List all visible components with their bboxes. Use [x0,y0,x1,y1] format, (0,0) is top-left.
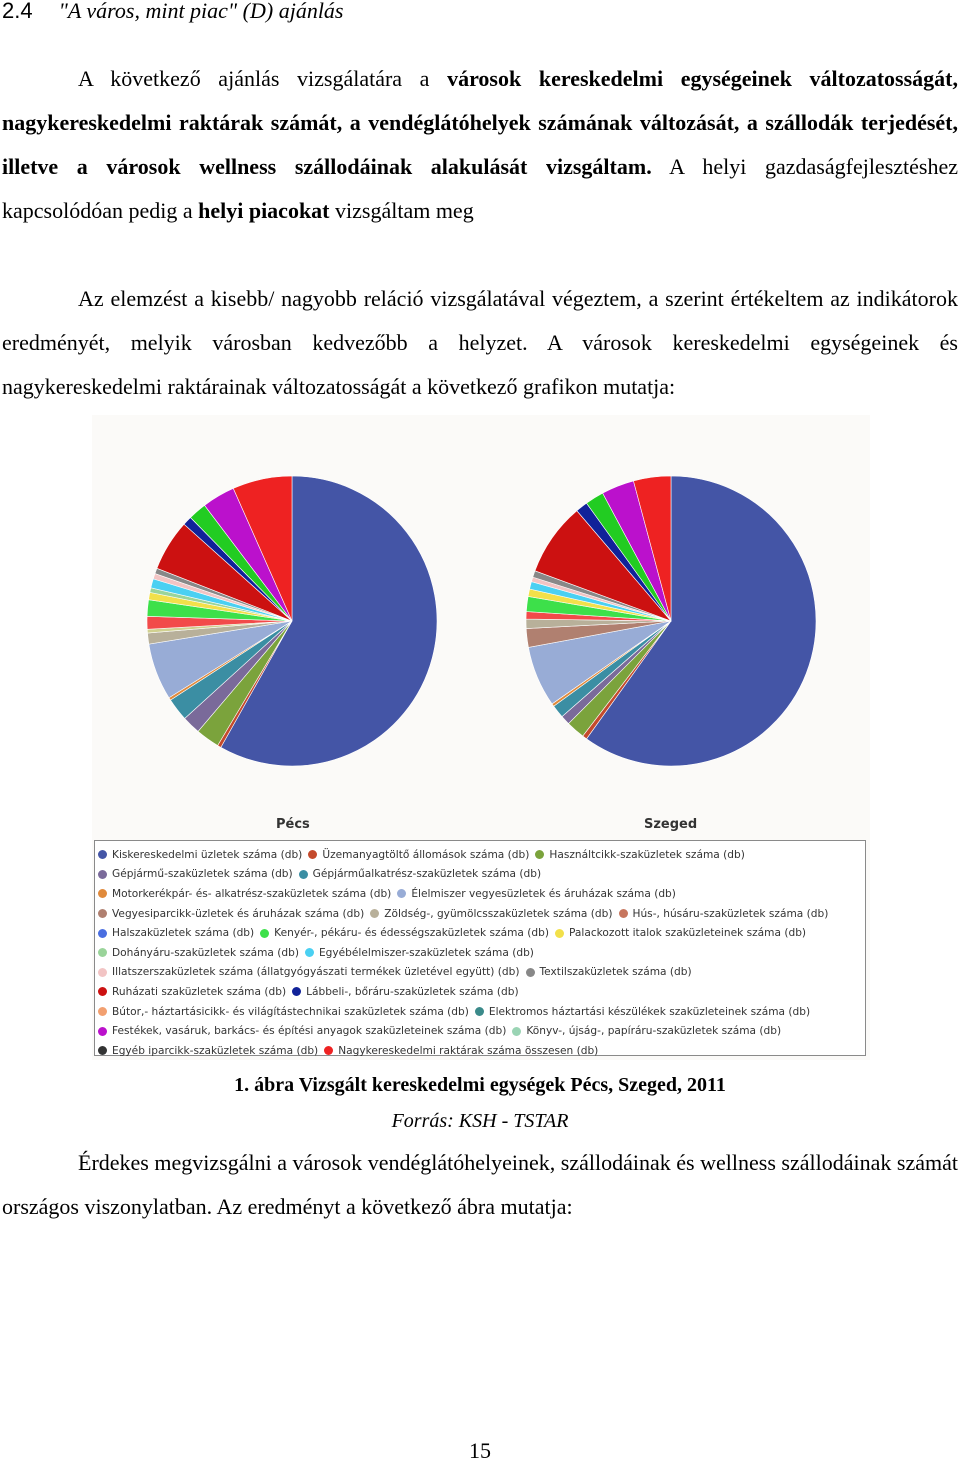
legend-row [98,845,865,865]
legend-swatch [98,889,107,898]
legend-label: Festékek, vasáruk, barkács- és építési anyagok szaküzleteinek száma (db) [112,1025,507,1038]
legend-item [555,927,806,939]
paragraph-2 [2,277,958,409]
legend-swatch [475,1007,484,1016]
legend-item [98,1025,506,1037]
page-number: 15 [469,1438,491,1463]
legend-swatch [98,909,107,918]
figure-source: Forrás: KSH - TSTAR [391,1110,569,1132]
legend-item [98,888,391,900]
section-heading [2,0,344,24]
legend-label: Hús-, húsáru-szaküzletek száma (db) [632,907,829,920]
legend-item [397,888,676,900]
legend-swatch [526,968,535,977]
legend-label: Kiskereskedelmi üzletek száma (db) [112,848,303,861]
paragraph-3-text: Érdekes megvizsgálni a városok vendéglátóhelyeinek, szállodáinak és wellness szállodáinak számát országos viszonylatban. Az eredményt a következő ábra mutatja: [2,1150,958,1219]
paragraph-2-text: Az elemzést a kisebb/ nagyobb reláció vizsgálatával végeztem, a szerint értékeltem az indikátorok eredményét, melyik városban kedvezőbb a helyzet. A városok kereskedelmi egységeinek és nagykereskedelmi raktárainak változatosságát a következő grafikon mutatja: [2,286,958,399]
paragraph-3 [2,1141,958,1229]
legend-row [98,943,865,963]
legend-item [98,1006,469,1018]
legend-swatch [535,850,544,859]
legend-label: Egyéb iparcikk-szaküzletek száma (db) [112,1044,319,1057]
legend-swatch [555,929,564,938]
legend-label: Bútor,- háztartásicikk- és világítástechnikai szaküzletek száma (db) [112,1005,469,1018]
legend-label: Elektromos háztartási készülékek szaküzleteinek száma (db) [488,1005,811,1018]
legend-swatch [98,1007,107,1016]
legend-label: Vegyesiparcikk-üzletek és áruházak száma (db) [112,907,365,920]
paragraph-1-text-a: A következő ajánlás vizsgálatára a [78,66,448,91]
legend-label: Gépjárműalkatrész-szaküzletek száma (db) [312,868,542,881]
legend-item [475,1006,810,1018]
legend-item [98,986,286,998]
figure-caption: 1. ábra Vizsgált kereskedelmi egységek Pécs, Szeged, 2011 [234,1074,726,1096]
legend-item [535,849,744,861]
legend-swatch [305,948,314,957]
legend-swatch [98,929,107,938]
pie-charts [92,415,870,840]
legend-swatch [324,1046,333,1055]
legend-label: Palackozott italok szaküzleteinek száma (db) [569,927,807,940]
paragraph-1-text-c: vizsgáltam meg [329,198,474,223]
legend-row [98,865,865,885]
legend-row [98,1002,865,1022]
legend-label: Nagykereskedelmi raktárak száma összesen (db) [338,1044,599,1057]
legend-swatch [292,987,301,996]
legend-item [98,927,254,939]
pie-label-pecs: Pécs [276,817,310,832]
legend-item [299,868,541,880]
legend-label: Gépjármű-szaküzletek száma (db) [112,868,293,881]
legend-item [260,927,549,939]
paragraph-1-bold-a: városok kereskedelmi egységeinek változatosságát, nagykereskedelmi raktárak számát, a vendéglátóhelyek számának változását, a szállodák terjedését, illetve a városok wellness szállodáinak alakulását vizsgáltam. [2,66,958,179]
legend-row [98,904,865,924]
legend-swatch [260,929,269,938]
legend-item [370,908,612,920]
legend-item [98,868,293,880]
legend-label: Élelmiszer vegyesüzletek és áruházak száma (db) [411,887,676,900]
legend-item [512,1025,781,1037]
legend-row [98,1021,865,1041]
section-title: "A város, mint piac" (D) ajánlás [58,0,344,23]
legend-swatch [308,850,317,859]
legend-swatch [98,870,107,879]
legend-label: Zöldség-, gyümölcsszaküzletek száma (db) [384,907,613,920]
legend-label: Üzemanyagtöltő állomások száma (db) [322,848,530,861]
pie-label-szeged: Szeged [644,817,698,832]
pie-chart-figure [92,415,870,1060]
legend-swatch [370,909,379,918]
legend-item [619,908,829,920]
legend-label: Illatszerszaküzletek száma (állatgyógyászati termékek üzletével együtt) (db) [112,966,520,979]
legend-row [98,982,865,1002]
legend-label: Könyv-, újság-, papíráru-szaküzletek száma (db) [526,1025,782,1038]
legend-row [98,884,865,904]
chart-legend [94,840,866,1056]
legend-row [98,963,865,983]
legend-item [292,986,519,998]
paragraph-1 [2,57,958,233]
legend-label: Motorkerékpár- és- alkatrész-szaküzletek száma (db) [112,887,392,900]
legend-item [98,849,302,861]
legend-label: Lábbeli-, bőráru-szaküzletek száma (db) [306,985,519,998]
legend-label: Kenyér-, pékáru- és édességszaküzletek száma (db) [274,927,549,940]
legend-item [526,966,692,978]
legend-item [324,1045,598,1057]
paragraph-1-text-b: A helyi gazdaságfejlesztéshez kapcsolódóan pedig a [2,154,958,223]
legend-row [98,1041,865,1061]
legend-item [98,947,299,959]
legend-label: Halszaküzletek száma (db) [112,927,255,940]
legend-swatch [98,948,107,957]
legend-label: Textilszaküzletek száma (db) [539,966,692,979]
legend-item [308,849,529,861]
section-number: 2.4 [2,0,33,23]
legend-label: Egyébélelmiszer-szaküzletek száma (db) [318,946,534,959]
legend-label: Ruházati szaküzletek száma (db) [112,985,287,998]
legend-label: Dohányáru-szaküzletek száma (db) [112,946,299,959]
legend-label: Használtcikk-szaküzletek száma (db) [549,848,745,861]
legend-item [98,1045,318,1057]
legend-swatch [299,870,308,879]
legend-swatch [98,968,107,977]
legend-swatch [397,889,406,898]
legend-swatch [619,909,628,918]
legend-swatch [512,1027,521,1036]
legend-swatch [98,987,107,996]
legend-item [98,908,364,920]
legend-item [305,947,534,959]
legend-swatch [98,1046,107,1055]
paragraph-1-bold-b: helyi piacokat [198,198,330,223]
legend-item [98,966,520,978]
legend-row [98,923,865,943]
legend-swatch [98,850,107,859]
legend-swatch [98,1027,107,1036]
